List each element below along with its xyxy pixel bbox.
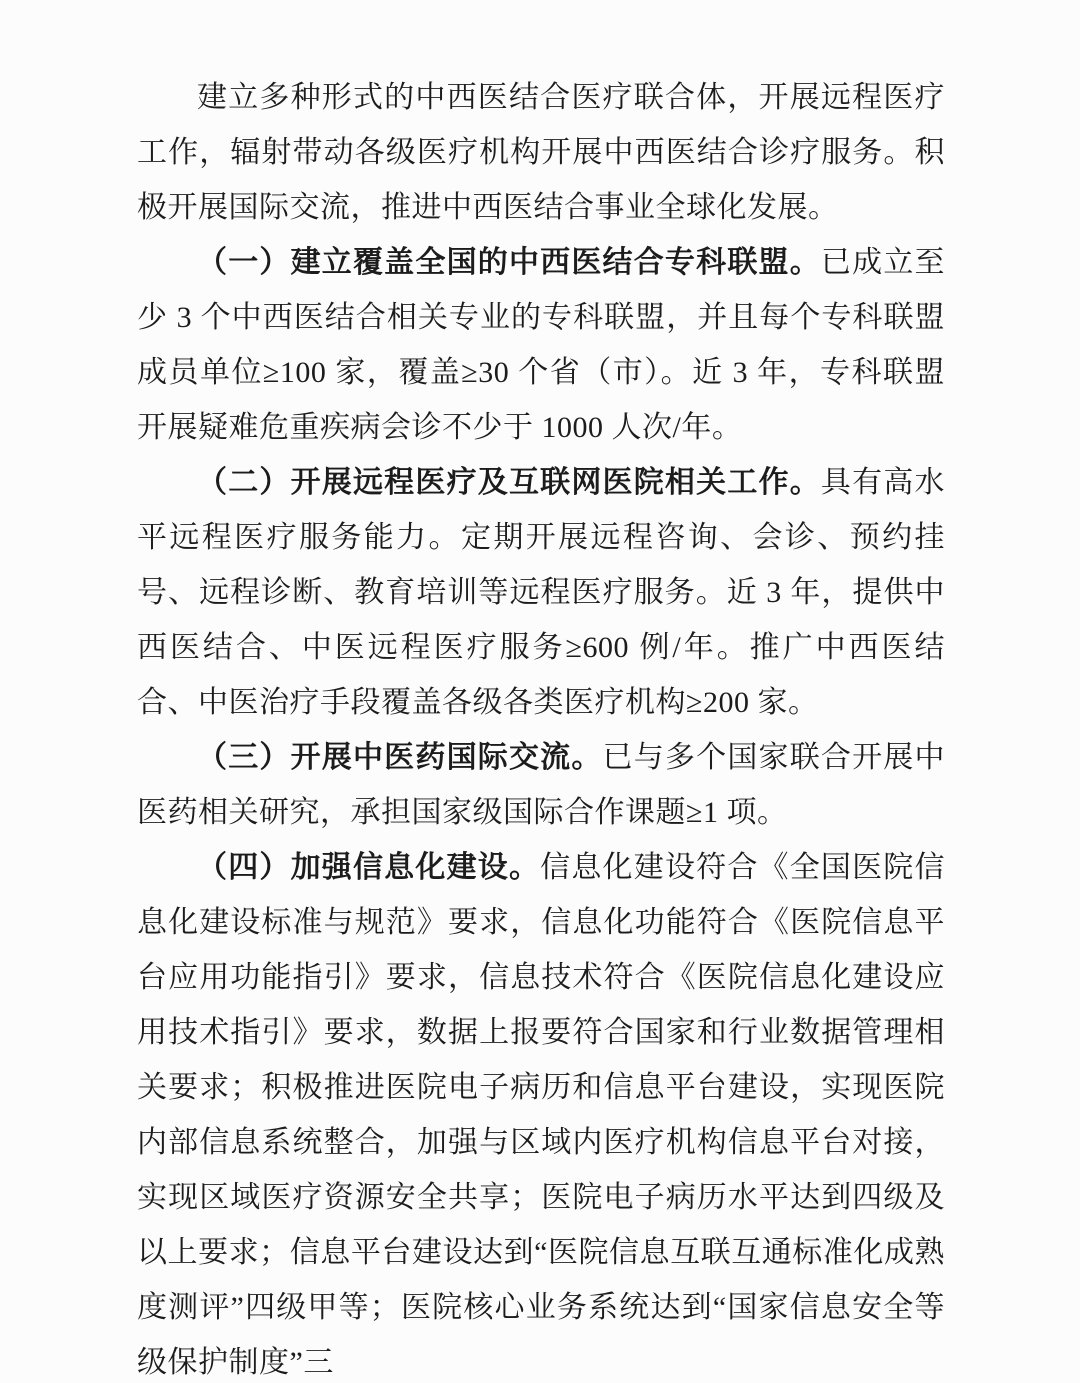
section-2-body: 具有高水平远程医疗服务能力。定期开展远程咨询、会诊、预约挂号、远程诊断、教育培训等远程医疗服务。近 3 年，提供中西医结合、中医远程医疗服务≥600 例/年。推广中西医结合、中医治疗手段覆盖各级各类医疗机构≥200 家。 — [137, 466, 946, 719]
section-4-body: 信息化建设符合《全国医院信息化建设标准与规范》要求，信息化功能符合《医院信息平台应用功能指引》要求，信息技术符合《医院信息化建设应用技术指引》要求，数据上报要符合国家和行业数据管理相关要求；积极推进医院电子病历和信息平台建设，实现医院内部信息系统整合，加强与区域内医疗机构信息平台对接，实现区域医疗资源安全共享；医院电子病历水平达到四级及以上要求；信息平台建设达到“医院信息互联互通标准化成熟度测评”四级甲等；医院核心业务系统达到“国家信息安全等级保护制度”三 — [137, 851, 946, 1379]
intro-paragraph — [137, 70, 945, 235]
section-3-heading: （三）开展中医药国际交流。 — [197, 741, 603, 774]
section-1-heading: （一）建立覆盖全国的中西医结合专科联盟。 — [197, 246, 821, 279]
section-3-paragraph — [137, 730, 945, 840]
section-4-heading: （四）加强信息化建设。 — [197, 851, 541, 884]
document-text-block — [137, 70, 945, 1383]
section-2-paragraph — [137, 455, 945, 730]
section-3-body: 已与多个国家联合开展中医药相关研究，承担国家级国际合作课题≥1 项。 — [137, 741, 946, 829]
intro-paragraph-text: 建立多种形式的中西医结合医疗联合体，开展远程医疗工作，辐射带动各级医疗机构开展中西医结合诊疗服务。积极开展国际交流，推进中西医结合事业全球化发展。 — [137, 81, 945, 224]
section-2-heading: （二）开展远程医疗及互联网医院相关工作。 — [197, 466, 821, 499]
section-1-paragraph — [137, 235, 945, 455]
section-1-body: 已成立至少 3 个中西医结合相关专业的专科联盟，并且每个专科联盟成员单位≥100 家，覆盖≥30 个省（市）。近 3 年，专科联盟开展疑难危重疾病会诊不少于 1000 人次/年。 — [137, 246, 946, 444]
section-4-paragraph — [137, 840, 945, 1383]
